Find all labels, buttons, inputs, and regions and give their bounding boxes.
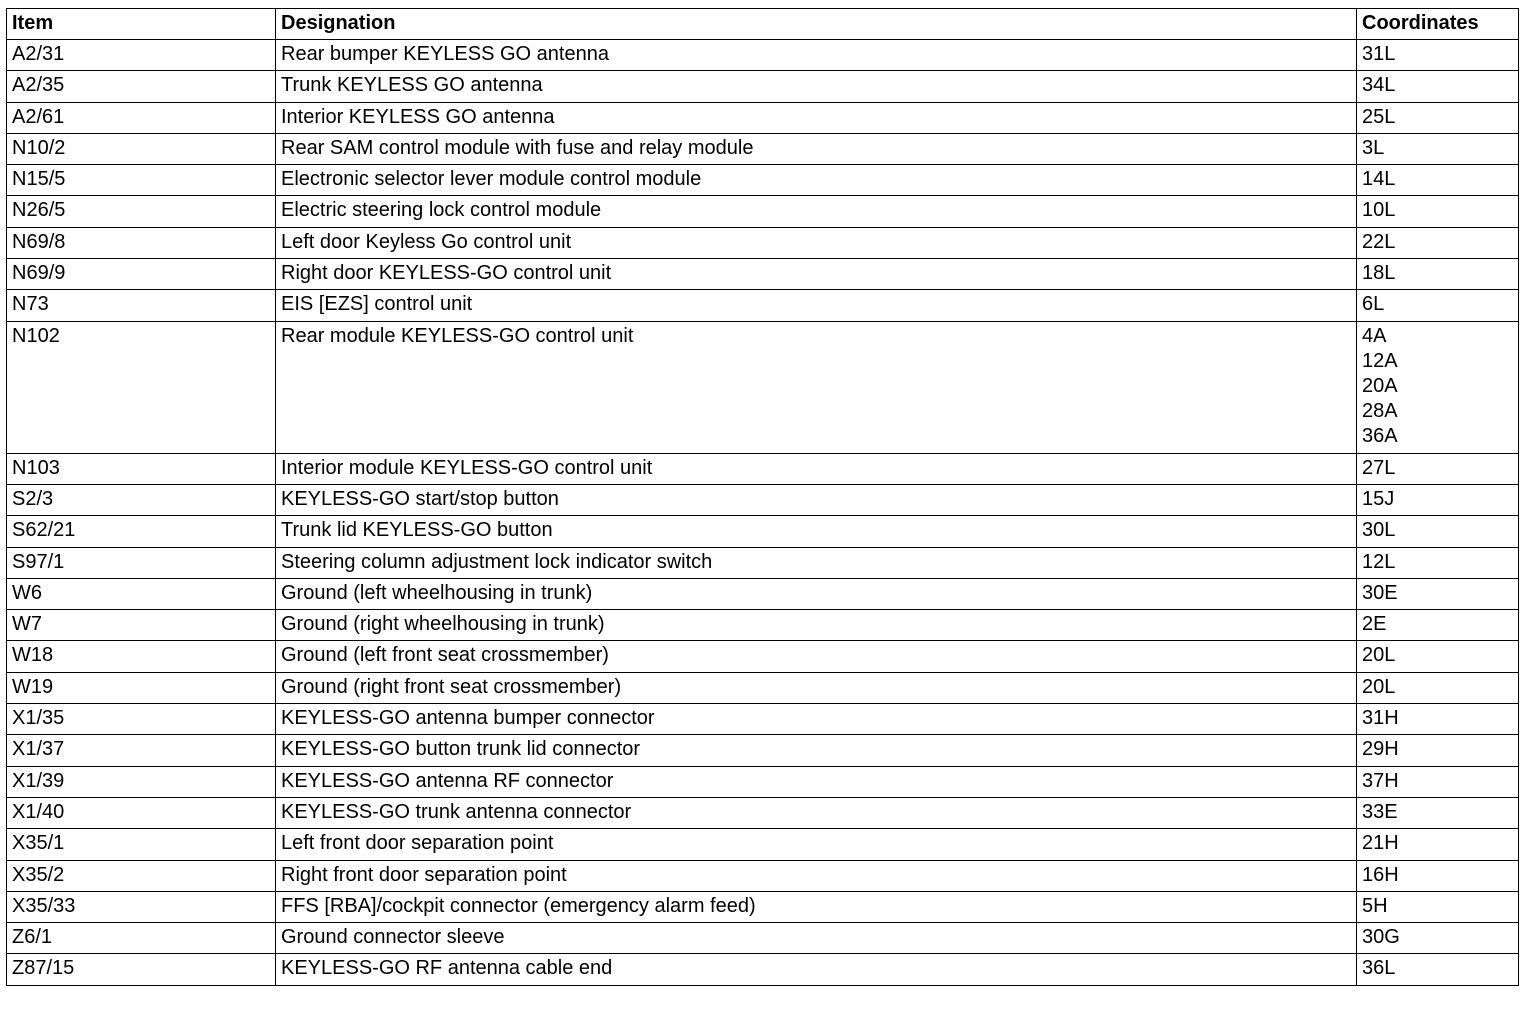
coordinates-cell xyxy=(1357,735,1519,766)
coordinates-cell xyxy=(1357,610,1519,641)
coordinates-cell xyxy=(1357,829,1519,860)
coordinate-value: 6L xyxy=(1362,293,1385,316)
coordinates-cell xyxy=(1357,641,1519,672)
item-cell: N73 xyxy=(7,290,276,321)
designation-cell: Trunk lid KEYLESS-GO button xyxy=(276,516,1357,547)
designation-cell: Ground (right front seat crossmember) xyxy=(276,672,1357,703)
table-row xyxy=(7,578,1519,609)
table-row xyxy=(7,891,1519,922)
item-cell: X35/2 xyxy=(7,860,276,891)
item-cell: N69/9 xyxy=(7,259,276,290)
header-row xyxy=(7,9,1519,40)
coordinate-value: 30L xyxy=(1362,519,1396,542)
coordinates-cell xyxy=(1357,672,1519,703)
coordinates-cell xyxy=(1357,578,1519,609)
coordinate-value: 37H xyxy=(1362,769,1399,792)
coordinate-value: 12L xyxy=(1362,550,1396,573)
coordinate-value: 27L xyxy=(1362,456,1396,479)
designation-cell: FFS [RBA]/cockpit connector (emergency alarm feed) xyxy=(276,891,1357,922)
table-row xyxy=(7,453,1519,484)
coordinate-value: 20A xyxy=(1362,374,1398,397)
coordinates-cell xyxy=(1357,259,1519,290)
item-cell: N15/5 xyxy=(7,165,276,196)
item-cell: W19 xyxy=(7,672,276,703)
designation-cell: KEYLESS-GO button trunk lid connector xyxy=(276,735,1357,766)
item-cell: S97/1 xyxy=(7,547,276,578)
coordinate-value: 28A xyxy=(1362,399,1398,422)
item-cell: A2/31 xyxy=(7,40,276,71)
header-coordinates: Coordinates xyxy=(1357,9,1519,40)
coordinate-value: 25L xyxy=(1362,105,1396,128)
table-row xyxy=(7,290,1519,321)
table-row xyxy=(7,102,1519,133)
table-row xyxy=(7,547,1519,578)
table-row xyxy=(7,704,1519,735)
designation-cell: KEYLESS-GO trunk antenna connector xyxy=(276,797,1357,828)
component-legend-table xyxy=(6,8,1519,986)
coordinates-cell xyxy=(1357,797,1519,828)
coordinates-cell xyxy=(1357,165,1519,196)
coordinate-value: 12A xyxy=(1362,349,1398,372)
item-cell: X35/33 xyxy=(7,891,276,922)
item-cell: S2/3 xyxy=(7,484,276,515)
coordinates-cell xyxy=(1357,891,1519,922)
coordinate-value: 18L xyxy=(1362,262,1396,285)
item-cell: N102 xyxy=(7,321,276,453)
header-item: Item xyxy=(7,9,276,40)
coordinates-cell xyxy=(1357,547,1519,578)
coordinate-value: 22L xyxy=(1362,230,1396,253)
table-row xyxy=(7,259,1519,290)
item-cell: X35/1 xyxy=(7,829,276,860)
item-cell: X1/37 xyxy=(7,735,276,766)
coordinate-value: 20L xyxy=(1362,644,1396,667)
designation-cell: Trunk KEYLESS GO antenna xyxy=(276,71,1357,102)
coordinates-cell xyxy=(1357,923,1519,954)
table-body xyxy=(7,40,1519,986)
item-cell: N26/5 xyxy=(7,196,276,227)
table-row xyxy=(7,610,1519,641)
designation-cell: Electric steering lock control module xyxy=(276,196,1357,227)
item-cell: X1/39 xyxy=(7,766,276,797)
designation-cell: KEYLESS-GO start/stop button xyxy=(276,484,1357,515)
coordinates-cell xyxy=(1357,227,1519,258)
item-cell: N103 xyxy=(7,453,276,484)
coordinates-cell xyxy=(1357,102,1519,133)
designation-cell: Ground (right wheelhousing in trunk) xyxy=(276,610,1357,641)
item-cell: Z87/15 xyxy=(7,954,276,985)
coordinate-value: 14L xyxy=(1362,168,1396,191)
designation-cell: Steering column adjustment lock indicator switch xyxy=(276,547,1357,578)
designation-cell: Interior module KEYLESS-GO control unit xyxy=(276,453,1357,484)
coordinate-value: 34L xyxy=(1362,74,1396,97)
table-row xyxy=(7,954,1519,985)
designation-cell: Ground connector sleeve xyxy=(276,923,1357,954)
table-row xyxy=(7,735,1519,766)
designation-cell: Rear module KEYLESS-GO control unit xyxy=(276,321,1357,453)
designation-cell: Ground (left wheelhousing in trunk) xyxy=(276,578,1357,609)
coordinate-value: 31H xyxy=(1362,707,1399,730)
coordinates-cell xyxy=(1357,516,1519,547)
table-row xyxy=(7,227,1519,258)
coordinate-value: 30E xyxy=(1362,581,1398,604)
coordinate-value: 36L xyxy=(1362,957,1396,980)
coordinates-cell xyxy=(1357,704,1519,735)
item-cell: N69/8 xyxy=(7,227,276,258)
coordinate-value: 4A xyxy=(1362,324,1387,347)
header-designation: Designation xyxy=(276,9,1357,40)
table-row xyxy=(7,516,1519,547)
coordinate-value: 2E xyxy=(1362,613,1387,636)
designation-cell: Right front door separation point xyxy=(276,860,1357,891)
coordinates-cell xyxy=(1357,484,1519,515)
coordinates-cell xyxy=(1357,453,1519,484)
item-cell: A2/61 xyxy=(7,102,276,133)
table-row xyxy=(7,165,1519,196)
coordinate-value: 33E xyxy=(1362,800,1398,823)
coordinate-value: 20L xyxy=(1362,675,1396,698)
coordinate-value: 16H xyxy=(1362,863,1399,886)
item-cell: X1/35 xyxy=(7,704,276,735)
coordinates-cell xyxy=(1357,766,1519,797)
coordinates-cell xyxy=(1357,40,1519,71)
coordinate-value: 10L xyxy=(1362,199,1396,222)
coordinates-cell xyxy=(1357,133,1519,164)
coordinate-value: 36A xyxy=(1362,424,1398,447)
coordinate-value: 30G xyxy=(1362,926,1400,949)
item-cell: W18 xyxy=(7,641,276,672)
designation-cell: Left door Keyless Go control unit xyxy=(276,227,1357,258)
table-row xyxy=(7,923,1519,954)
table-row xyxy=(7,196,1519,227)
table-row xyxy=(7,40,1519,71)
table-row xyxy=(7,133,1519,164)
item-cell: N10/2 xyxy=(7,133,276,164)
table-row xyxy=(7,484,1519,515)
coordinates-cell xyxy=(1357,196,1519,227)
table-row xyxy=(7,829,1519,860)
item-cell: W7 xyxy=(7,610,276,641)
item-cell: S62/21 xyxy=(7,516,276,547)
table-row xyxy=(7,797,1519,828)
item-cell: Z6/1 xyxy=(7,923,276,954)
table-row xyxy=(7,860,1519,891)
designation-cell: Interior KEYLESS GO antenna xyxy=(276,102,1357,133)
table-row xyxy=(7,321,1519,453)
coordinate-value: 31L xyxy=(1362,43,1396,65)
designation-cell: Right door KEYLESS-GO control unit xyxy=(276,259,1357,290)
designation-cell: KEYLESS-GO antenna RF connector xyxy=(276,766,1357,797)
coordinates-cell xyxy=(1357,954,1519,985)
item-cell: A2/35 xyxy=(7,71,276,102)
table-row xyxy=(7,641,1519,672)
item-cell: W6 xyxy=(7,578,276,609)
designation-cell: Rear SAM control module with fuse and relay module xyxy=(276,133,1357,164)
coordinate-value: 29H xyxy=(1362,738,1399,761)
coordinates-cell xyxy=(1357,290,1519,321)
coordinate-value: 15J xyxy=(1362,487,1395,510)
coordinate-value: 21H xyxy=(1362,832,1399,855)
designation-cell: KEYLESS-GO RF antenna cable end xyxy=(276,954,1357,985)
item-cell: X1/40 xyxy=(7,797,276,828)
table-row xyxy=(7,672,1519,703)
designation-cell: Left front door separation point xyxy=(276,829,1357,860)
table-row xyxy=(7,766,1519,797)
designation-cell: Rear bumper KEYLESS GO antenna xyxy=(276,40,1357,71)
coordinate-value: 5H xyxy=(1362,894,1388,917)
designation-cell: Electronic selector lever module control module xyxy=(276,165,1357,196)
coordinates-cell xyxy=(1357,71,1519,102)
coordinate-value: 3L xyxy=(1362,136,1385,159)
designation-cell: Ground (left front seat crossmember) xyxy=(276,641,1357,672)
designation-cell: KEYLESS-GO antenna bumper connector xyxy=(276,704,1357,735)
coordinates-cell xyxy=(1357,321,1519,453)
table-row xyxy=(7,71,1519,102)
designation-cell: EIS [EZS] control unit xyxy=(276,290,1357,321)
coordinates-cell xyxy=(1357,860,1519,891)
